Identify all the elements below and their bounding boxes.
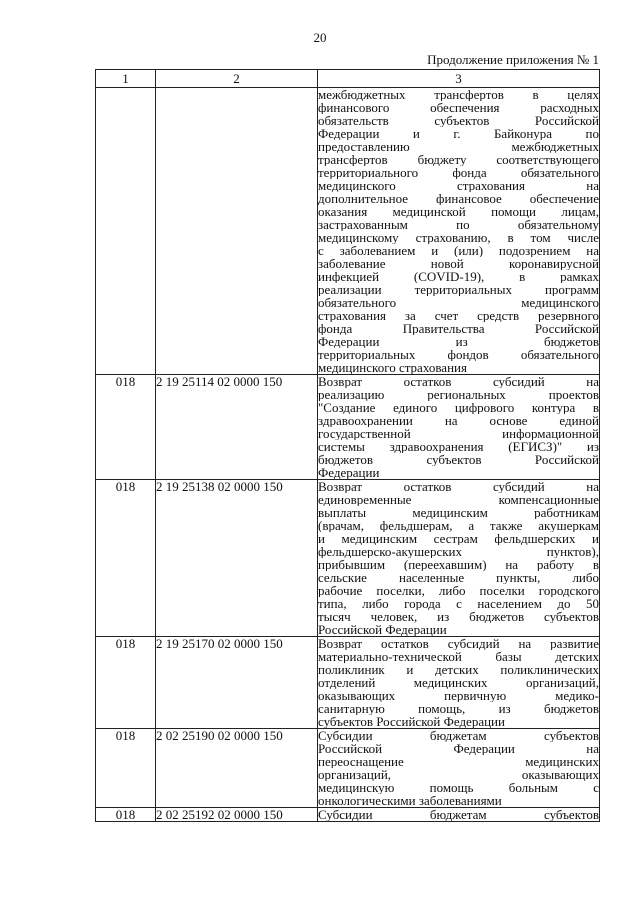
description-line: Российской Федерации [318,623,447,636]
admin-code-cell: 018 [96,480,156,637]
appendix-continuation-note: Продолжение приложения № 1 [427,52,599,67]
description-line: онкологическими заболеваниями [318,794,502,807]
description-line: фельдшерско-акушерских пунктов), [318,545,599,558]
description-line: инфекцией (COVID-19), в рамках [318,270,599,283]
budget-classification-code-cell: 2 02 25190 02 0000 150 [156,729,318,808]
description-line: организаций, оказывающих [318,768,599,781]
description-line: медицинского страхования [318,361,467,374]
admin-code-cell: 018 [96,375,156,480]
revenue-description-cell [318,808,600,822]
description-line: сельские населенные пункты, либо [318,571,599,584]
description-line: единовременные компенсационные [318,493,599,506]
header-col-2: 2 [156,70,318,88]
table-body [96,88,600,822]
budget-classification-code-cell: 2 19 25138 02 0000 150 [156,480,318,637]
description-line: предоставлению межбюджетных [318,140,599,153]
table-row [96,88,600,375]
description-line: реализацию региональных проектов [318,388,599,401]
description-line: поликлиник и детских поликлинических [318,663,599,676]
description-line: медицинскую помощь больным с [318,781,599,794]
description-line: субъектов Российской Федерации [318,715,505,728]
description-line: санитарную помощь, из бюджетов [318,702,599,715]
description-line: здравоохранении на основе единой [318,414,599,427]
description-line: страхования за счет средств резервного [318,309,599,322]
description-line: переоснащение медицинских [318,755,599,768]
description-line: дополнительное финансовое обеспечение [318,192,599,205]
description-line: медицинскому страхованию, в том числе [318,231,599,244]
description-line: Возврат остатков субсидий на развитие [318,637,599,650]
admin-code-cell: 018 [96,637,156,729]
description-line: Субсидии бюджетам субъектов [318,808,599,821]
description-line: системы здравоохранения (ЕГИСЗ)" из [318,440,599,453]
description-line: рабочие поселки, либо поселки городского [318,584,599,597]
budget-classification-code-cell: 2 02 25192 02 0000 150 [156,808,318,822]
description-line: Федерации из бюджетов [318,335,599,348]
description-line: медицинского страхования на [318,179,599,192]
budget-classification-code-cell: 2 19 25170 02 0000 150 [156,637,318,729]
description-line: Российской Федерации на [318,742,599,755]
description-line: Субсидии бюджетам субъектов [318,729,599,742]
description-line: территориального фонда обязательного [318,166,599,179]
table-row [96,729,600,808]
table-row [96,808,600,822]
budget-classification-code-cell [156,88,318,375]
description-line: прибывшим (переехавшим) на работу в [318,558,599,571]
description-line: типа, либо города с населением до 50 [318,597,599,610]
revenue-description-cell [318,88,600,375]
table-header-row [96,70,600,88]
description-line: выплаты медицинским работникам [318,506,599,519]
description-line: оказывающих первичную медико- [318,689,599,702]
description-line: и медицинским сестрам фельдшерских и [318,532,599,545]
description-line: обязательного медицинского [318,296,599,309]
description-line: трансфертов бюджету соответствующего [318,153,599,166]
description-line: обязательств субъектов Российской [318,114,599,127]
description-line: Федерации [318,466,380,479]
budget-codes-table [95,69,600,822]
description-line: фонда Правительства Российской [318,322,599,335]
description-line: застрахованным по обязательному [318,218,599,231]
description-line: "Создание единого цифрового контура в [318,401,599,414]
description-line: тысяч человек, из бюджетов субъектов [318,610,599,623]
description-line: территориальных фондов обязательного [318,348,599,361]
description-line: Возврат остатков субсидий на [318,375,599,388]
description-line: Федерации и г. Байконура по [318,127,599,140]
description-line: оказания медицинской помощи лицам, [318,205,599,218]
description-line: государственной информационной [318,427,599,440]
revenue-description-cell [318,375,600,480]
description-line: финансового обеспечения расходных [318,101,599,114]
admin-code-cell: 018 [96,808,156,822]
table-row [96,637,600,729]
table-row [96,480,600,637]
revenue-description-cell [318,637,600,729]
description-line: (врачам, фельдшерам, а также акушеркам [318,519,599,532]
table-row [96,375,600,480]
budget-classification-code-cell: 2 19 25114 02 0000 150 [156,375,318,480]
description-line: Возврат остатков субсидий на [318,480,599,493]
admin-code-cell [96,88,156,375]
revenue-description-cell [318,480,600,637]
description-line: бюджетов субъектов Российской [318,453,599,466]
description-line: межбюджетных трансфертов в целях [318,88,599,101]
header-col-1: 1 [96,70,156,88]
description-line: реализации территориальных программ [318,283,599,296]
page-number: 20 [313,30,327,45]
revenue-description-cell [318,729,600,808]
description-line: заболевание новой коронавирусной [318,257,599,270]
description-line: отделений медицинских организаций, [318,676,599,689]
description-line: с заболеванием и (или) подозрением на [318,244,599,257]
admin-code-cell: 018 [96,729,156,808]
description-line: материально-технической базы детских [318,650,599,663]
header-col-3: 3 [318,70,600,88]
